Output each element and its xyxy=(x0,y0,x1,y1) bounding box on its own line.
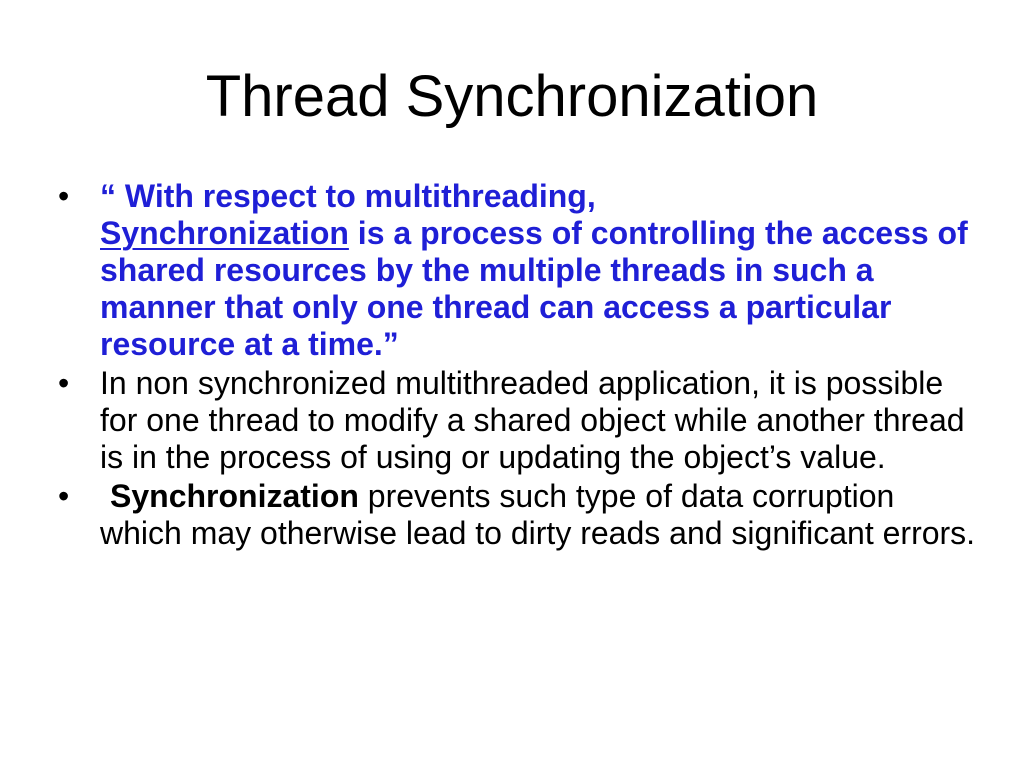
prevention-rest: prevents such type of data corruption which may otherwise lead to dirty reads and significant errors. xyxy=(100,478,976,551)
prevention-text xyxy=(100,478,975,551)
definition-text-part1: With respect to multithreading, xyxy=(116,178,596,214)
synchronization-bold-word: Synchronization xyxy=(110,478,359,514)
bullet-item-definition xyxy=(56,178,976,363)
bullet-marker: • xyxy=(58,478,70,514)
slide-title: Thread Synchronization xyxy=(205,64,819,129)
synchronization-link[interactable]: Synchronization xyxy=(100,215,349,251)
bullet-marker: • xyxy=(58,178,70,214)
definition-text-part2: is a process of controlling the access of shared resources by the multiple threads in such a manner that only one thread can access a particular resource at a time.” xyxy=(100,215,968,362)
bullet-marker: • xyxy=(58,365,70,401)
non-synchronized-text: In non synchronized multithreaded application, it is possible for one thread to modify a shared object while another thread is in the process of using or updating the object’s value. xyxy=(100,365,965,475)
bullet-item-prevention xyxy=(56,478,976,552)
bullet-item-non-synchronized xyxy=(56,365,976,476)
bullet-list xyxy=(56,178,976,554)
definition-open-quote: “ xyxy=(100,178,116,214)
